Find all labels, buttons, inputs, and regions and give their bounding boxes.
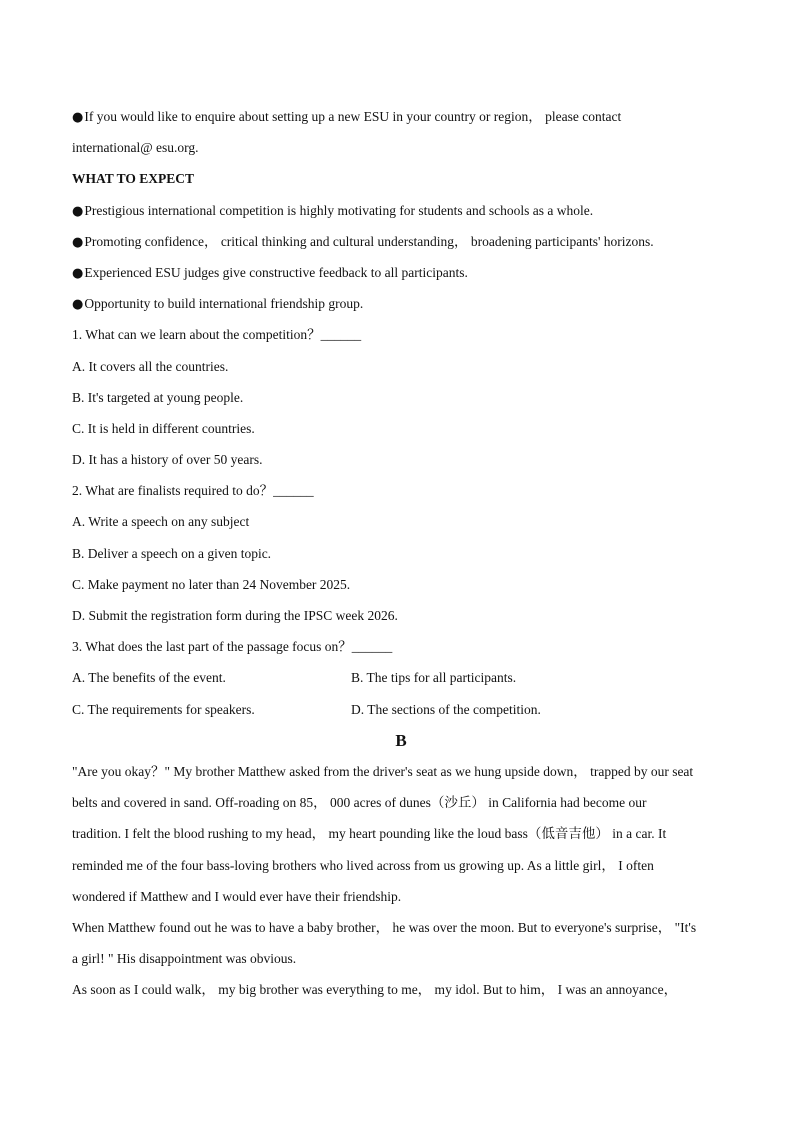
section-heading-b: B xyxy=(395,730,407,750)
answer-option: B. Deliver a speech on a given topic. xyxy=(72,545,272,561)
bullet-text: Prestigious international competition is highly motivating for students and schools as a whole. xyxy=(84,202,594,218)
passage-line: a girl! " His disappointment was obvious. xyxy=(72,951,297,967)
bullet-line xyxy=(72,101,722,132)
passage-line: wondered if Matthew and I would ever have their friendship. xyxy=(72,888,402,904)
bullet-text: Opportunity to build international friendship group. xyxy=(84,296,364,312)
bullet-text: Promoting confidence， critical thinking and cultural understanding， broadening participants' horizons. xyxy=(84,233,654,249)
answer-option: C. Make payment no later than 24 November 2025. xyxy=(72,576,351,592)
bullet-line xyxy=(72,226,722,257)
document-page xyxy=(72,101,722,1005)
answer-option-row xyxy=(72,662,722,693)
section-heading-expect: WHAT TO EXPECT xyxy=(72,171,195,187)
answer-option-row xyxy=(72,694,722,725)
bullet-icon: ● xyxy=(72,110,84,125)
question-stem: 1. What can we learn about the competition？______ xyxy=(72,327,362,343)
bullet-text: If you would like to enquire about setting up a new ESU in your country or region， please contact xyxy=(84,109,622,124)
answer-option: A. It covers all the countries. xyxy=(72,358,229,374)
passage-line: belts and covered in sand. Off-roading on 85， 000 acres of dunes（沙丘） in California had become our xyxy=(72,795,647,811)
question-stem: 3. What does the last part of the passage focus on？______ xyxy=(72,639,393,655)
bullet-line xyxy=(72,257,722,288)
bullet-line xyxy=(72,195,722,226)
question-stem: 2. What are finalists required to do？______ xyxy=(72,483,314,499)
answer-option: A. The benefits of the event. xyxy=(72,670,226,686)
answer-option: D. The sections of the competition. xyxy=(351,701,541,717)
answer-option: D. Submit the registration form during the IPSC week 2026. xyxy=(72,608,398,623)
bullet-icon: ● xyxy=(72,203,84,219)
passage-line: When Matthew found out he was to have a baby brother， he was over the moon. But to everyone's surprise， "It's xyxy=(72,919,697,935)
passage-line: tradition. I felt the blood rushing to my head， my heart pounding like the loud bass（低音吉他） in a car. It xyxy=(72,826,667,842)
passage-line: As soon as I could walk， my big brother was everything to me， my idol. But to him， I was an annoyance， xyxy=(72,982,678,998)
answer-option: B. It's targeted at young people. xyxy=(72,389,244,405)
passage-line: "Are you okay？" My brother Matthew asked from the driver's seat as we hung upside down， trapped by our seat xyxy=(72,763,694,779)
answer-option: B. The tips for all participants. xyxy=(351,670,517,686)
answer-option: A. Write a speech on any subject xyxy=(72,514,250,530)
bullet-line xyxy=(72,288,722,319)
answer-option: C. It is held in different countries. xyxy=(72,420,255,436)
answer-option: D. It has a history of over 50 years. xyxy=(72,452,263,468)
bullet-icon: ● xyxy=(72,234,84,250)
bullet-icon: ● xyxy=(72,265,84,281)
passage-line: reminded me of the four bass-loving brothers who lived across from us growing up. As a little girl， I often xyxy=(72,857,654,873)
bullet-icon: ● xyxy=(72,297,84,313)
answer-option: C. The requirements for speakers. xyxy=(72,701,255,717)
bullet-text: Experienced ESU judges give constructive feedback to all participants. xyxy=(84,264,468,280)
text-line: international@ esu.org. xyxy=(72,140,199,156)
